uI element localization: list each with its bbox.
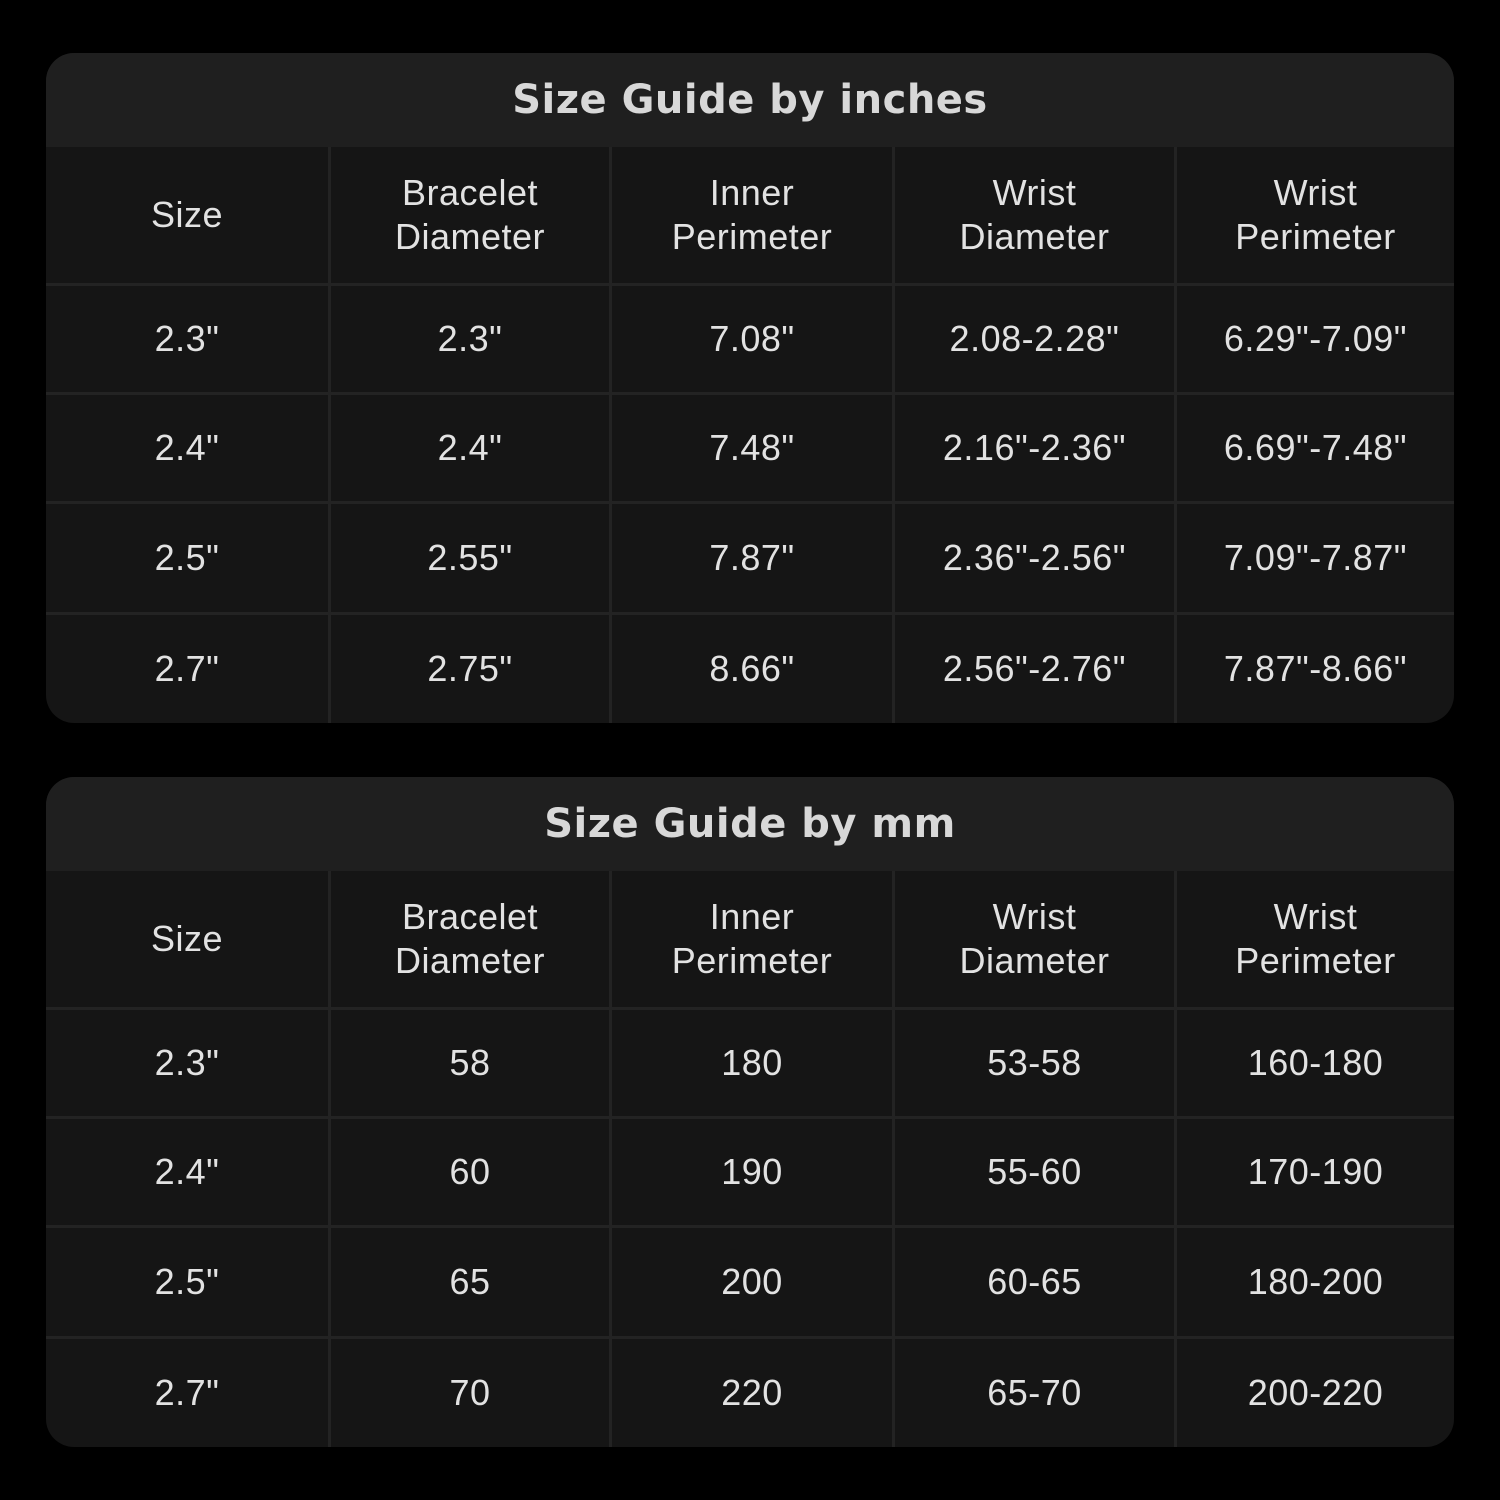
column-header-bracelet-diameter: Bracelet Diameter xyxy=(328,871,609,1007)
size-guide-inches-card xyxy=(46,53,1454,723)
inner-perimeter-cell: 7.08" xyxy=(609,286,892,392)
table-header-row xyxy=(46,871,1454,1007)
inner-perimeter-cell: 180 xyxy=(609,1010,892,1116)
inner-perimeter-cell: 7.87" xyxy=(609,504,892,612)
wrist-perimeter-cell: 7.09"-7.87" xyxy=(1174,504,1454,612)
wrist-perimeter-cell: 180-200 xyxy=(1174,1228,1454,1336)
size-cell: 2.7" xyxy=(154,1372,220,1413)
bracelet-diameter-cell: 60 xyxy=(328,1119,609,1225)
column-header-wrist-perimeter: Wrist Perimeter xyxy=(1174,147,1454,283)
wrist-perimeter-cell: 7.87"-8.66" xyxy=(1174,615,1454,723)
size-guide-mm-table xyxy=(46,871,1454,1447)
column-header-inner-perimeter: Inner Perimeter xyxy=(609,871,892,1007)
column-header-wrist-perimeter: Wrist Perimeter xyxy=(1174,871,1454,1007)
wrist-perimeter-cell: 160-180 xyxy=(1174,1010,1454,1116)
wrist-diameter-cell: 65-70 xyxy=(892,1339,1174,1447)
column-header-wrist-diameter: Wrist Diameter xyxy=(892,147,1174,283)
bracelet-diameter-cell: 2.75" xyxy=(328,615,609,723)
table-row xyxy=(46,501,1454,612)
size-cell: 2.4" xyxy=(154,427,220,468)
inner-perimeter-cell: 7.48" xyxy=(609,395,892,501)
size-guide-mm-card xyxy=(46,777,1454,1447)
inner-perimeter-cell: 200 xyxy=(609,1228,892,1336)
table-row xyxy=(46,1225,1454,1336)
size-cell: 2.4" xyxy=(154,1151,220,1192)
column-header-wrist-diameter: Wrist Diameter xyxy=(892,871,1174,1007)
wrist-perimeter-cell: 6.69"-7.48" xyxy=(1174,395,1454,501)
wrist-diameter-cell: 2.56"-2.76" xyxy=(892,615,1174,723)
wrist-diameter-cell: 53-58 xyxy=(892,1010,1174,1116)
size-cell: 2.5" xyxy=(154,537,220,578)
table-row xyxy=(46,1336,1454,1447)
inner-perimeter-cell: 190 xyxy=(609,1119,892,1225)
table-row xyxy=(46,1116,1454,1225)
size-cell: 2.3" xyxy=(154,1042,220,1083)
table-row xyxy=(46,612,1454,723)
column-header-bracelet-diameter: Bracelet Diameter xyxy=(328,147,609,283)
table-header-row xyxy=(46,147,1454,283)
size-guide-mm-title: Size Guide by mm xyxy=(46,777,1454,871)
column-header-inner-perimeter: Inner Perimeter xyxy=(609,147,892,283)
bracelet-diameter-cell: 58 xyxy=(328,1010,609,1116)
wrist-perimeter-cell: 170-190 xyxy=(1174,1119,1454,1225)
wrist-diameter-cell: 60-65 xyxy=(892,1228,1174,1336)
table-row xyxy=(46,283,1454,392)
size-cell: 2.5" xyxy=(154,1261,220,1302)
wrist-perimeter-cell: 6.29"-7.09" xyxy=(1174,286,1454,392)
wrist-diameter-cell: 2.16"-2.36" xyxy=(892,395,1174,501)
bracelet-diameter-cell: 2.55" xyxy=(328,504,609,612)
size-guide-inches-table xyxy=(46,147,1454,723)
wrist-perimeter-cell: 200-220 xyxy=(1174,1339,1454,1447)
table-row xyxy=(46,1007,1454,1116)
bracelet-diameter-cell: 2.3" xyxy=(328,286,609,392)
size-cell: 2.7" xyxy=(154,648,220,689)
column-header-size: Size xyxy=(150,918,224,959)
bracelet-diameter-cell: 70 xyxy=(328,1339,609,1447)
inner-perimeter-cell: 220 xyxy=(609,1339,892,1447)
wrist-diameter-cell: 2.36"-2.56" xyxy=(892,504,1174,612)
bracelet-diameter-cell: 2.4" xyxy=(328,395,609,501)
wrist-diameter-cell: 2.08-2.28" xyxy=(892,286,1174,392)
size-cell: 2.3" xyxy=(154,318,220,359)
table-row xyxy=(46,392,1454,501)
column-header-size: Size xyxy=(150,194,224,235)
bracelet-diameter-cell: 65 xyxy=(328,1228,609,1336)
inner-perimeter-cell: 8.66" xyxy=(609,615,892,723)
wrist-diameter-cell: 55-60 xyxy=(892,1119,1174,1225)
size-guide-inches-title: Size Guide by inches xyxy=(46,53,1454,147)
